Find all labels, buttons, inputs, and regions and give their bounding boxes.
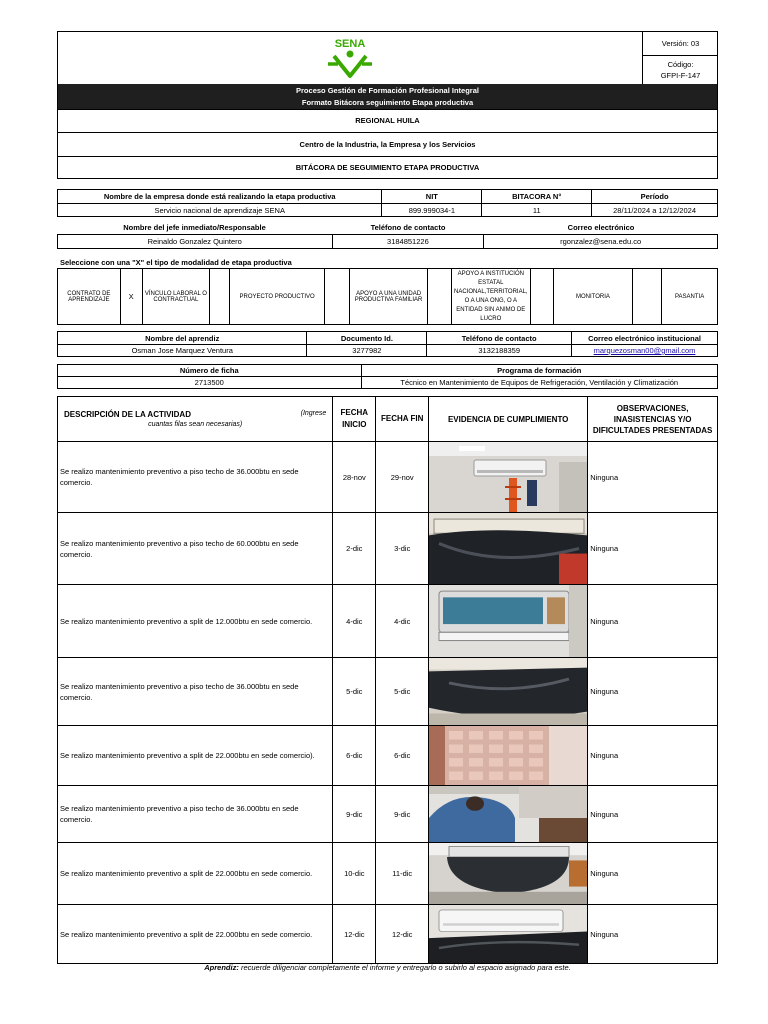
activity-start-date: 12-dic [333,905,376,964]
activity-evidence-cell [429,786,588,843]
boss-name: Reinaldo Gonzalez Quintero [58,235,333,249]
program-name: Técnico en Mantenimiento de Equipos de Refrigeración, Ventilación y Climatización [361,377,717,389]
apprentice-email-cell [572,345,718,357]
footer-note-bold: Aprendiz: [204,963,239,972]
activity-end-date: 3-dic [376,513,429,585]
activity-desc-header [58,397,333,442]
activity-observation: Ninguna [588,786,718,843]
activity-desc-note-a: (Ingrese [300,410,327,417]
code-cell [643,56,718,84]
format-title: Formato Bitácora seguimiento Etapa productiva [58,97,717,109]
sena-logo-text: SENA [334,38,366,50]
ficha-number: 2713500 [58,377,362,389]
activity-evidence-cell [429,442,588,513]
activity-start-date: 10-dic [333,843,376,905]
apprentice-email-link[interactable]: marquezosman00@gmail.com [593,346,696,355]
apprentice-doc: 3277982 [307,345,427,357]
boss-email: rgonzalez@sena.edu.co [484,235,718,249]
apprentice-table [57,331,718,357]
activity-end-date: 4-dic [376,585,429,658]
activities-table [57,396,718,964]
program-header: Programa de formación [361,365,717,377]
activity-evidence-cell [429,585,588,658]
modality-check-productive-project[interactable] [325,269,350,325]
footer-note-text: recuerde diligenciar completamente el informe y entregarlo o subirlo al espacio asignado para este. [240,963,571,972]
activity-obs-header: OBSERVACIONES, INASISTENCIAS Y/O DIFICULTADES PRESENTADAS [588,397,718,442]
company-bitacora-header: BITACORA N° [482,190,592,204]
evidence-photo [429,843,587,904]
activity-observation: Ninguna [588,905,718,964]
activity-evidence-cell [429,726,588,786]
activity-description: Se realizo mantenimiento preventivo a split de 22.000btu en sede comercio. [58,843,333,905]
modality-family-unit: APOYO A UNA UNIDAD PRODUCTIVA FAMILIAR [349,269,427,325]
activity-evidence-cell [429,905,588,964]
activity-evidence-header: EVIDENCIA DE CUMPLIMIENTO [429,397,588,442]
activity-description: Se realizo mantenimiento preventivo a split de 22.000btu en sede comercio. [58,905,333,964]
process-title: Proceso Gestión de Formación Profesional Integral [58,84,717,97]
sena-logo-icon [324,36,376,80]
boss-email-header: Correo electrónico [567,223,635,232]
apprentice-name: Osman Jose Marquez Ventura [58,345,307,357]
activity-start-header: FECHA INICIO [333,397,376,442]
modality-table [57,268,718,325]
activity-start-date: 9-dic [333,786,376,843]
activity-end-date: 11-dic [376,843,429,905]
activity-end-date: 29-nov [376,442,429,513]
activity-row [58,905,718,964]
evidence-photo [429,585,587,657]
ficha-table [57,364,718,389]
modality-state-institution: APOYO A INSTITUCIÓN ESTATAL NACIONAL,TERRITORIAL, O A UNA ONG, O A ENTIDAD SIN ANIMO DE LUCRO [452,269,531,325]
activity-end-date: 5-dic [376,658,429,726]
activity-observation: Ninguna [588,442,718,513]
modality-internship: PASANTIA [662,269,718,325]
center-text: Centro de la Industria, la Empresa y los Servicios [299,140,476,149]
company-period-header: Período [592,190,718,204]
activity-start-date: 2-dic [333,513,376,585]
activity-observation: Ninguna [588,726,718,786]
activity-end-date: 12-dic [376,905,429,964]
evidence-photo [429,726,587,785]
modality-employment: VÍNCULO LABORAL O CONTRACTUAL [142,269,210,325]
activity-description: Se realizo mantenimiento preventivo a piso techo de 60.000btu en sede comercio. [58,513,333,585]
activity-row [58,786,718,843]
logo-cell [58,32,643,84]
apprentice-name-header: Nombre del aprendiz [58,332,307,345]
activity-row [58,442,718,513]
activity-description: Se realizo mantenimiento preventivo a split de 22.000btu en sede comercio). [58,726,333,786]
doc-title: BITÁCORA DE SEGUIMIENTO ETAPA PRODUCTIVA [58,156,717,179]
activity-observation: Ninguna [588,585,718,658]
modality-check-state-institution[interactable] [530,269,554,325]
evidence-photo [429,786,587,842]
ficha-header: Número de ficha [58,365,362,377]
activity-end-date: 6-dic [376,726,429,786]
activity-end-header: FECHA FIN [376,397,429,442]
activities-body [58,442,718,964]
company-name: Servicio nacional de aprendizaje SENA [58,204,382,217]
activity-start-date: 5-dic [333,658,376,726]
boss-phone-header: Teléfono de contacto [370,223,446,232]
activity-row [58,726,718,786]
evidence-photo [429,442,587,512]
company-nit-header: NIT [382,190,482,204]
activity-evidence-cell [429,843,588,905]
company-period: 28/11/2024 a 12/12/2024 [592,204,718,217]
modality-check-family-unit[interactable] [428,269,452,325]
evidence-photo [429,905,587,963]
activity-evidence-cell [429,658,588,726]
footer-note [57,963,718,972]
version-cell: Versión: 03 [643,32,718,56]
activity-observation: Ninguna [588,513,718,585]
activity-description: Se realizo mantenimiento preventivo a piso techo de 36.000btu en sede comercio. [58,786,333,843]
code-label: Código: [667,60,694,69]
activity-evidence-cell [429,513,588,585]
boss-phone: 3184851226 [332,235,484,249]
evidence-photo [429,513,587,584]
evidence-photo [429,658,587,725]
activity-end-date: 9-dic [376,786,429,843]
company-bitacora: 11 [482,204,592,217]
code-value: GFPI-F-147 [660,71,701,80]
activity-description: Se realizo mantenimiento preventivo a split de 12.000btu en sede comercio. [58,585,333,658]
boss-table [57,234,718,249]
activity-row [58,513,718,585]
modality-label: Seleccione con una "X" el tipo de modalidad de etapa productiva [60,258,292,267]
center-title [58,132,717,156]
apprentice-email-header: Correo electrónico institucional [572,332,718,345]
modality-check-apprenticeship[interactable]: X [120,269,142,325]
company-table [57,189,718,217]
document-header [57,31,718,179]
modality-check-monitoring[interactable] [632,269,662,325]
activity-start-date: 28-nov [333,442,376,513]
apprentice-phone-header: Teléfono de contacto [427,332,572,345]
company-nit: 899.999034-1 [382,204,482,217]
activity-row [58,843,718,905]
activity-row [58,585,718,658]
regional-title: REGIONAL HUILA [58,109,717,132]
activity-row [58,658,718,726]
boss-name-header: Nombre del jefe inmediato/Responsable [123,223,266,232]
activity-desc-title: DESCRIPCIÓN DE LA ACTIVIDAD [64,410,191,419]
activity-description: Se realizo mantenimiento preventivo a piso techo de 36.000btu en sede comercio. [58,658,333,726]
activity-start-date: 4-dic [333,585,376,658]
activity-desc-note-b: cuantas filas sean necesarias) [148,421,243,428]
modality-productive-project: PROYECTO PRODUCTIVO [230,269,325,325]
modality-monitoring: MONITORIA [554,269,632,325]
activity-observation: Ninguna [588,843,718,905]
company-name-header: Nombre de la empresa donde está realizando la etapa productiva [58,190,382,204]
apprentice-phone: 3132188359 [427,345,572,357]
activity-description: Se realizo mantenimiento preventivo a piso techo de 36.000btu en sede comercio. [58,442,333,513]
modality-apprenticeship-contract: CONTRATO DE APRENDIZAJE [58,269,121,325]
activity-start-date: 6-dic [333,726,376,786]
activity-observation: Ninguna [588,658,718,726]
modality-check-employment[interactable] [210,269,230,325]
apprentice-doc-header: Documento Id. [307,332,427,345]
